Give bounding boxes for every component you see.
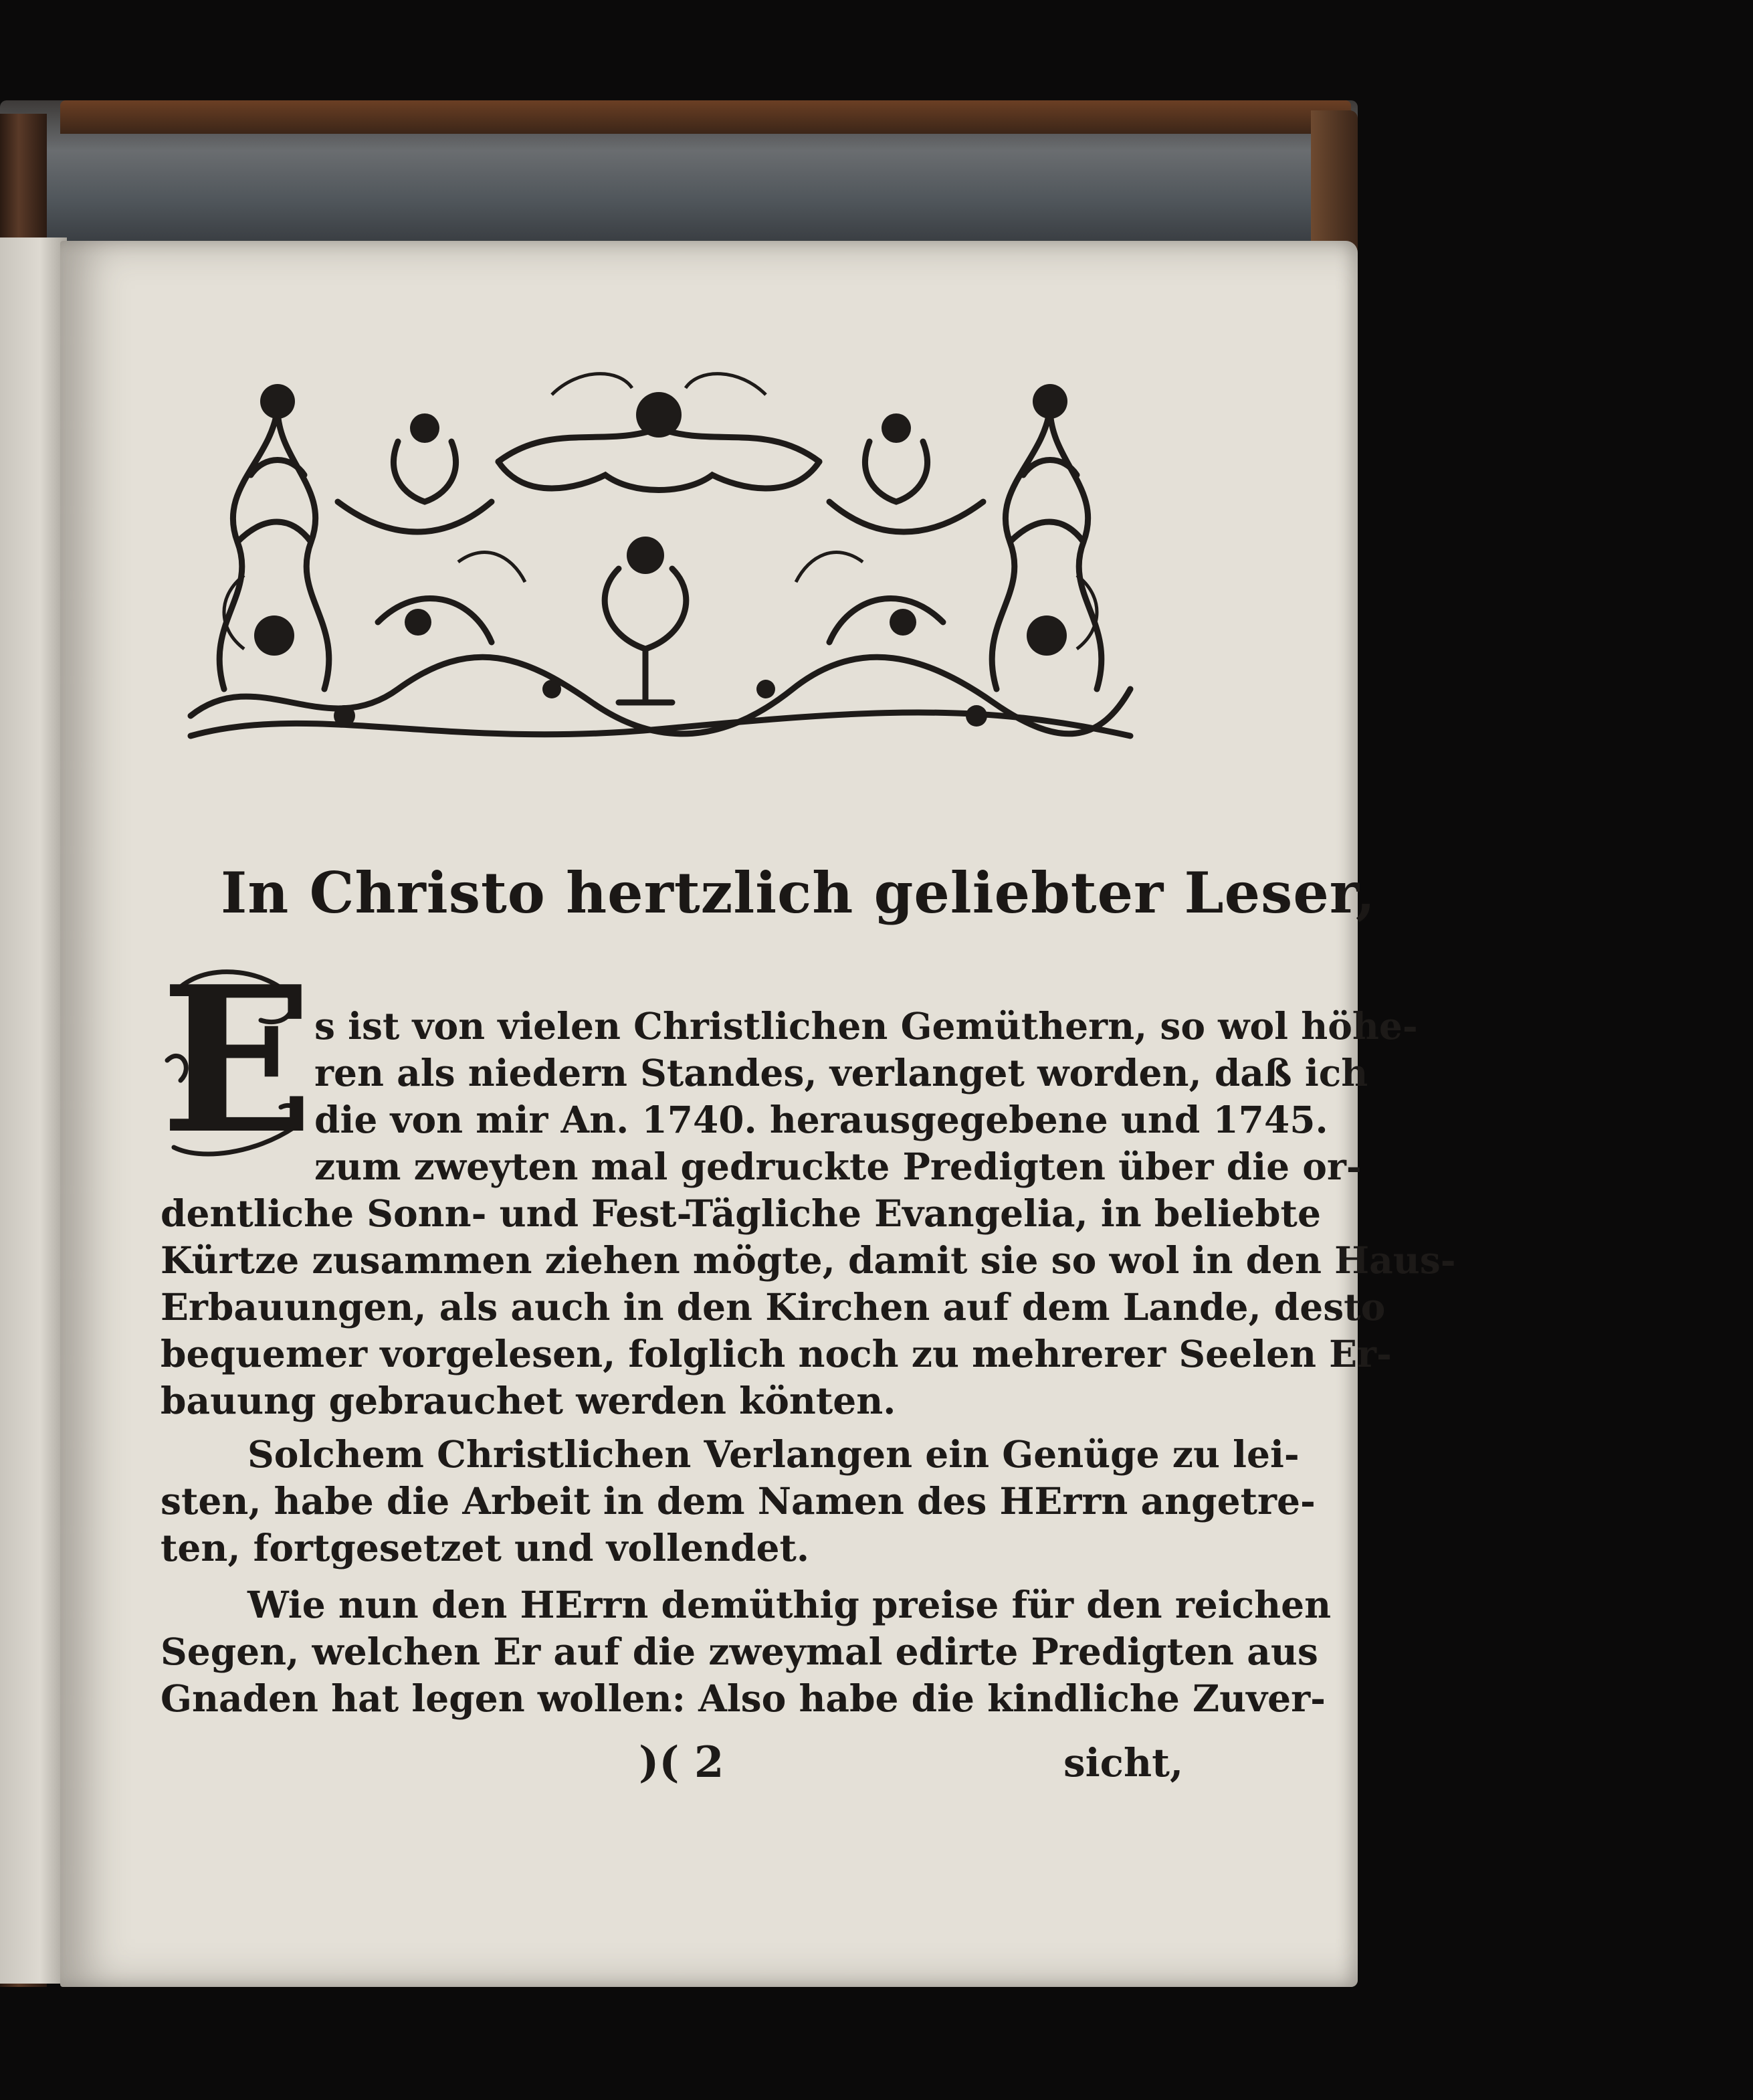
text-line: Wie nun den HErrn demüthig preise für den reichen	[247, 1583, 1332, 1626]
drop-cap	[161, 942, 314, 1178]
text-line: Gnaden hat legen wollen: Also habe die kindliche Zuver-	[161, 1677, 1326, 1720]
page-heading: In Christo hertzlich geliebter Leser,	[221, 860, 1376, 926]
catchword: sicht,	[1063, 1740, 1184, 1786]
text-line: Solchem Christlichen Verlangen ein Genüge zu lei-	[247, 1432, 1300, 1476]
book-cover-top	[60, 100, 1351, 134]
signature-mark: )( 2	[639, 1737, 724, 1788]
text-line: bequemer vorgelesen, folglich noch zu mehrerer Seelen Er-	[161, 1332, 1392, 1375]
text-line: Kürtze zusammen ziehen mögte, damit sie so wol in den Haus-	[161, 1238, 1456, 1282]
text-line: die von mir An. 1740. herausgegebene und 1745.	[314, 1098, 1328, 1141]
text-line: Segen, welchen Er auf die zweymal edirte Predigten aus	[161, 1630, 1318, 1673]
facing-page	[0, 237, 67, 1984]
text-line: dentliche Sonn- und Fest-Tägliche Evangelia, in beliebte	[161, 1191, 1321, 1235]
ornament-headpiece	[177, 341, 1144, 756]
text-line: Erbauungen, als auch in den Kirchen auf dem Lande, desto	[161, 1285, 1386, 1329]
drop-cap-letter: E	[161, 942, 314, 1178]
text-line: s ist von vielen Christlichen Gemüthern, so wol höhe-	[314, 1004, 1418, 1048]
text-line: ren als niedern Standes, verlanget worden, daß ich	[314, 1051, 1368, 1094]
text-line: zum zweyten mal gedruckte Predigten über die or-	[314, 1145, 1362, 1188]
text-line: bauung gebrauchet werden könten.	[161, 1379, 896, 1422]
text-line: ten, fortgesetzet und vollendet.	[161, 1526, 809, 1569]
text-line: sten, habe die Arbeit in dem Namen des HErrn angetre-	[161, 1479, 1316, 1523]
